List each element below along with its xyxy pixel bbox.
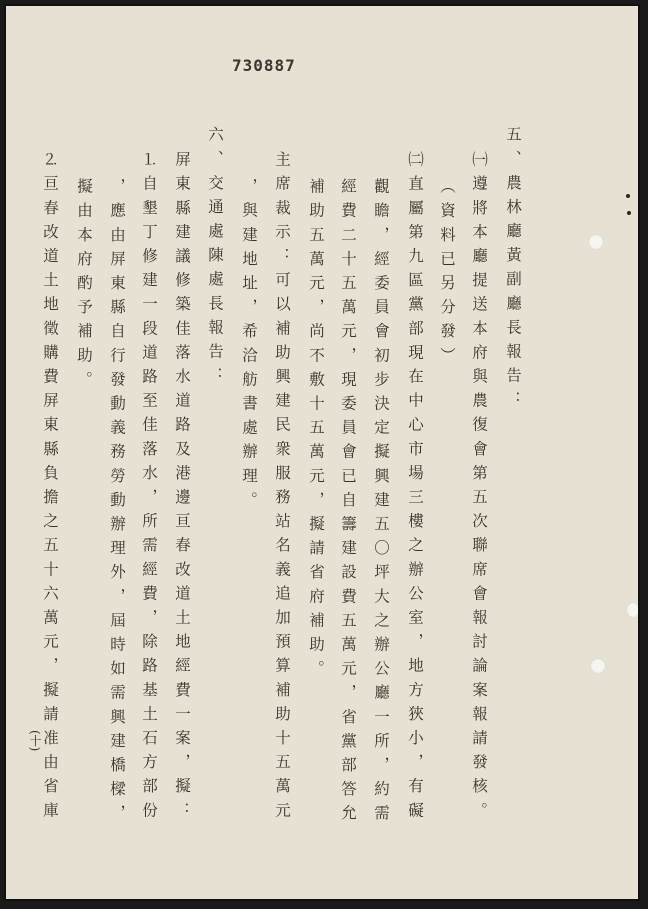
binding-dot: [627, 211, 631, 215]
text-column-9: ，與建地址，希洽舫書處辦理。: [240, 178, 258, 516]
text-column-1: 五、農林廳黃副廳長報告：: [504, 126, 522, 416]
document-number: 730887: [232, 56, 296, 75]
text-column-6: 經費二十五萬元，現委員會已自籌建設費五萬元，省黨部答允: [339, 178, 357, 829]
document-page: [4, 4, 640, 901]
punch-hole: [588, 234, 604, 250]
text-column-8: 主席裁示：可以補助興建民衆服務站名義追加預算補助十五萬元: [273, 151, 291, 826]
margin-mark: (十): [28, 730, 42, 752]
text-column-11: 屏東縣建議修築佳落水道路及港邊亘春改道土地經費一案，擬：: [173, 151, 191, 826]
text-column-2: ㈠遵將本廳提送本府與農復會第五次聯席會報討論案報請發核。: [470, 151, 488, 826]
text-column-13: ，應由屏東縣自行發動義務勞動辦理外，屆時如需興建橋樑，: [108, 178, 126, 829]
binding-dot: [626, 194, 630, 198]
text-column-15: ⒉亘春改道土地徵購費屏東縣負擔之五十六萬元，擬請准由省庫: [41, 151, 59, 826]
text-column-12: ⒈自墾丁修建一段道路至佳落水，所需經費，除路基土石方部份: [140, 151, 158, 826]
text-column-14: 擬由本府酌予補助。: [75, 178, 93, 395]
text-column-4: ㈡直屬第九區黨部現在中心市場三樓之辦公室，地方狹小，有礙: [406, 151, 424, 826]
text-column-7: 補助五萬元，尚不敷十五萬元，擬請省府補助。: [307, 178, 325, 685]
punch-hole: [626, 602, 640, 618]
text-column-5: 觀瞻，經委員會初步決定擬興建五〇坪大之辦公廳一所，約需: [372, 178, 390, 829]
text-column-10: 六、交通處陳處長報告：: [206, 126, 224, 392]
text-column-3: （資料已另分發）: [438, 178, 456, 371]
punch-hole: [590, 658, 606, 674]
